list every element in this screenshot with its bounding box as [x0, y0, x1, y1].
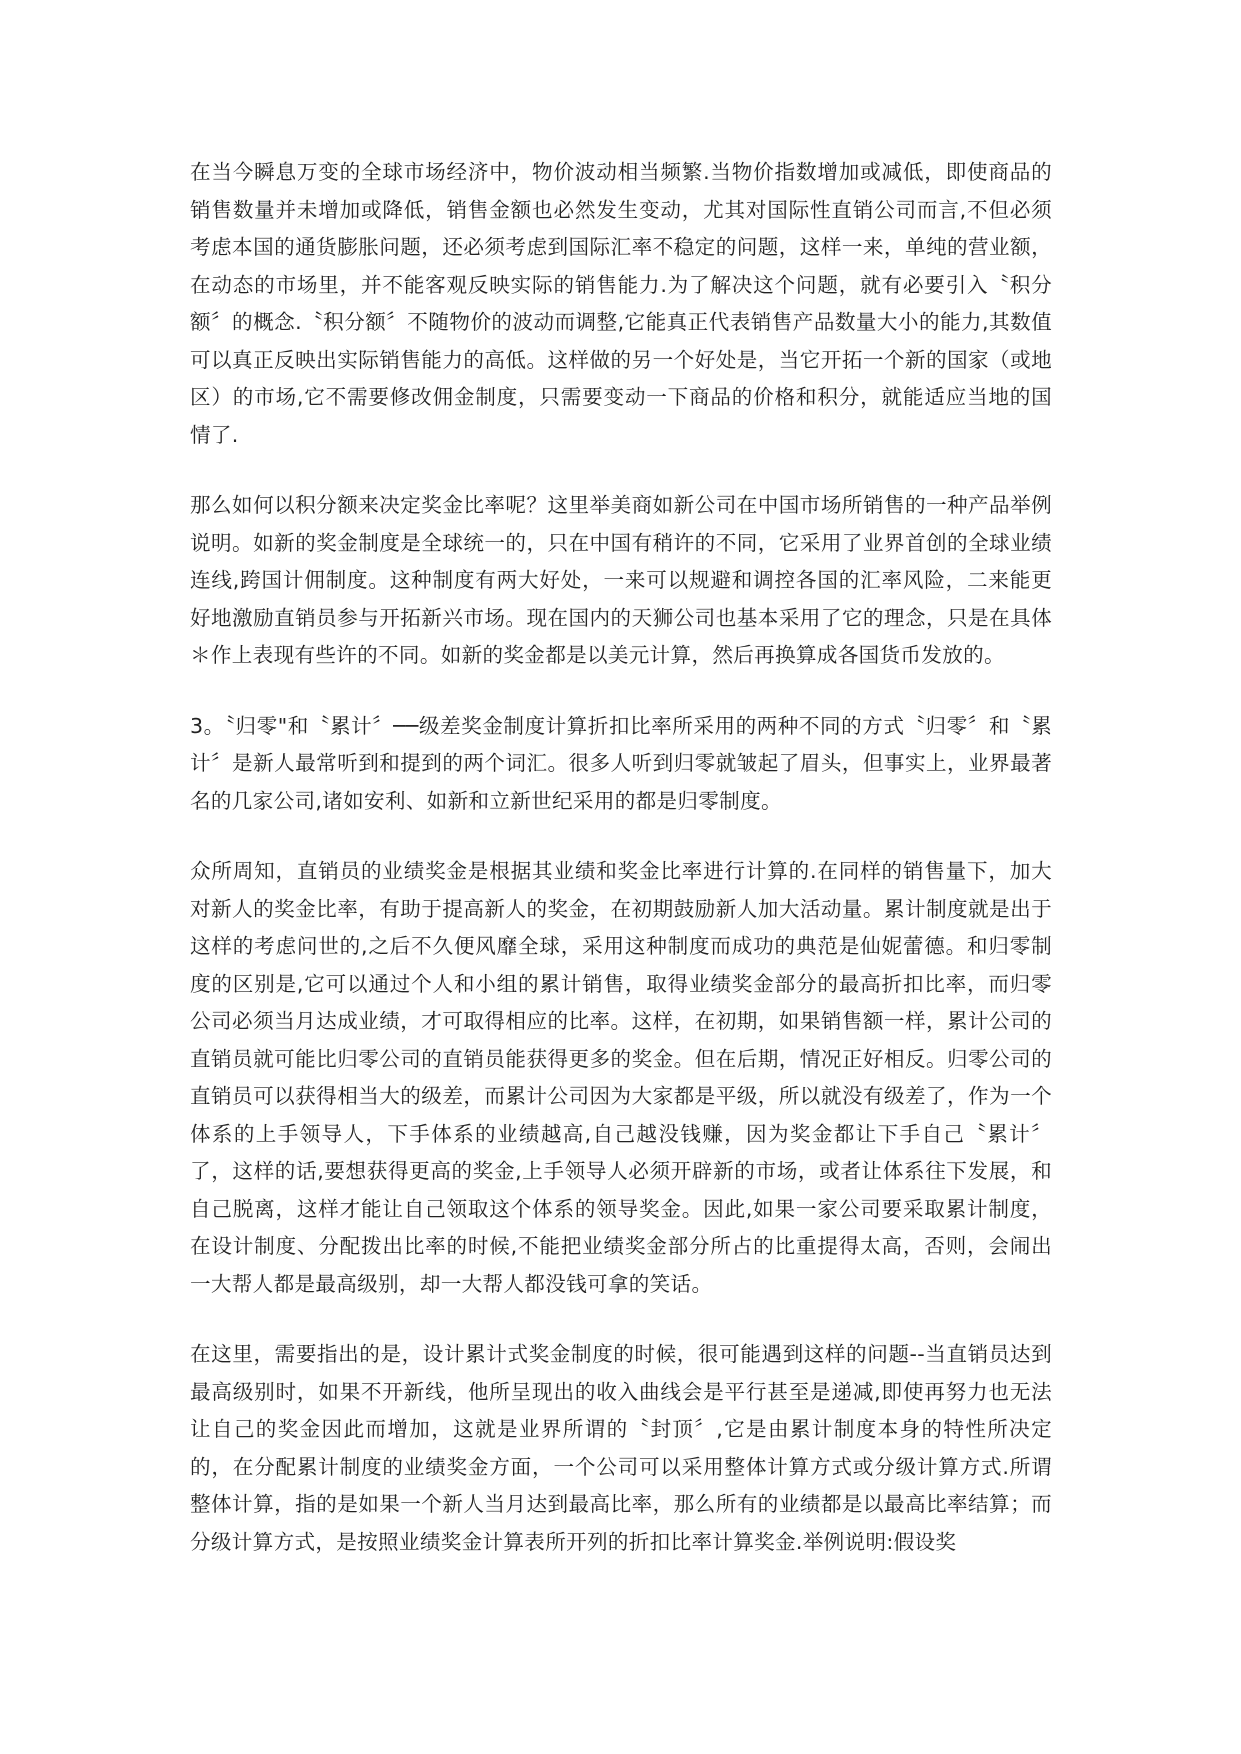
paragraph-3: 3。〝归零"和〝累计〞──级差奖金制度计算折扣比率所采用的两种不同的方式〝归零〞和〝累计〞是新人最常听到和提到的两个词汇。很多人听到归零就皱起了眉头，但事实上，业界最著名的几家公司,诸如安利、如新和立新世纪采用的都是归零制度。 [190, 713, 1052, 813]
paragraph-4: 众所周知，直销员的业绩奖金是根据其业绩和奖金比率进行计算的.在同样的销售量下，加大对新人的奖金比率，有助于提高新人的奖金，在初期鼓励新人加大活动量。累计制度就是出于这样的考虑问世的,之后不久便风靡全球，采用这种制度而成功的典范是仙妮蕾德。和归零制度的区别是,它可以通过个人和小组的累计销售，取得业绩奖金部分的最高折扣比率，而归零公司必须当月达成业绩，才可取得相应的比率。这样，在初期，如果销售额一样，累计公司的直销员就可能比归零公司的直销员能获得更多的奖金。但在后期，情况正好相反。归零公司的直销员可以获得相当大的级差，而累计公司因为大家都是平级，所以就没有级差了，作为一个体系的上手领导人，下手体系的业绩越高,自己越没钱赚，因为奖金都让下手自己〝累计〞了，这样的话,要想获得更高的奖金,上手领导人必须开辟新的市场，或者让体系往下发展，和自己脱离，这样才能让自己领取这个体系的领导奖金。因此,如果一家公司要采取累计制度，在设计制度、分配拨出比率的时候,不能把业绩奖金部分所占的比重提得太高，否则，会闹出一大帮人都是最高级别，却一大帮人都没钱可拿的笑话。 [190, 859, 1052, 1296]
paragraph-2: 那么如何以积分额来决定奖金比率呢？这里举美商如新公司在中国市场所销售的一种产品举例说明。如新的奖金制度是全球统一的，只在中国有稍许的不同，它采用了业界首创的全球业绩连线,跨国计佣制度。这种制度有两大好处，一来可以规避和调控各国的汇率风险，二来能更好地激励直销员参与开拓新兴市场。现在国内的天狮公司也基本采用了它的理念，只是在具体＊作上表现有些许的不同。如新的奖金都是以美元计算，然后再换算成各国货币发放的。 [190, 493, 1052, 667]
document-body [190, 154, 1052, 1594]
paragraph-5: 在这里，需要指出的是，设计累计式奖金制度的时候，很可能遇到这样的问题--当直销员达到最高级别时，如果不开新线，他所呈现出的收入曲线会是平行甚至是递减,即使再努力也无法让自己的奖金因此而增加，这就是业界所谓的〝封顶〞,它是由累计制度本身的特性所决定的，在分配累计制度的业绩奖金方面，一个公司可以采用整体计算方式或分级计算方式.所谓整体计算，指的是如果一个新人当月达到最高比率，那么所有的业绩都是以最高比率结算；而分级计算方式，是按照业绩奖金计算表所开列的折扣比率计算奖金.举例说明:假设奖 [190, 1342, 1052, 1554]
paragraph-1: 在当今瞬息万变的全球市场经济中，物价波动相当频繁.当物价指数增加或减低，即使商品的销售数量并未增加或降低，销售金额也必然发生变动，尤其对国际性直销公司而言,不但必须考虑本国的通货膨胀问题，还必须考虑到国际汇率不稳定的问题，这样一来，单纯的营业额，在动态的市场里，并不能客观反映实际的销售能力.为了解决这个问题，就有必要引入〝积分额〞的概念.〝积分额〞不随物价的波动而调整,它能真正代表销售产品数量大小的能力,其数值可以真正反映出实际销售能力的高低。这样做的另一个好处是，当它开拓一个新的国家（或地区）的市场,它不需要修改佣金制度，只需要变动一下商品的价格和积分，就能适应当地的国情了. [190, 160, 1052, 447]
